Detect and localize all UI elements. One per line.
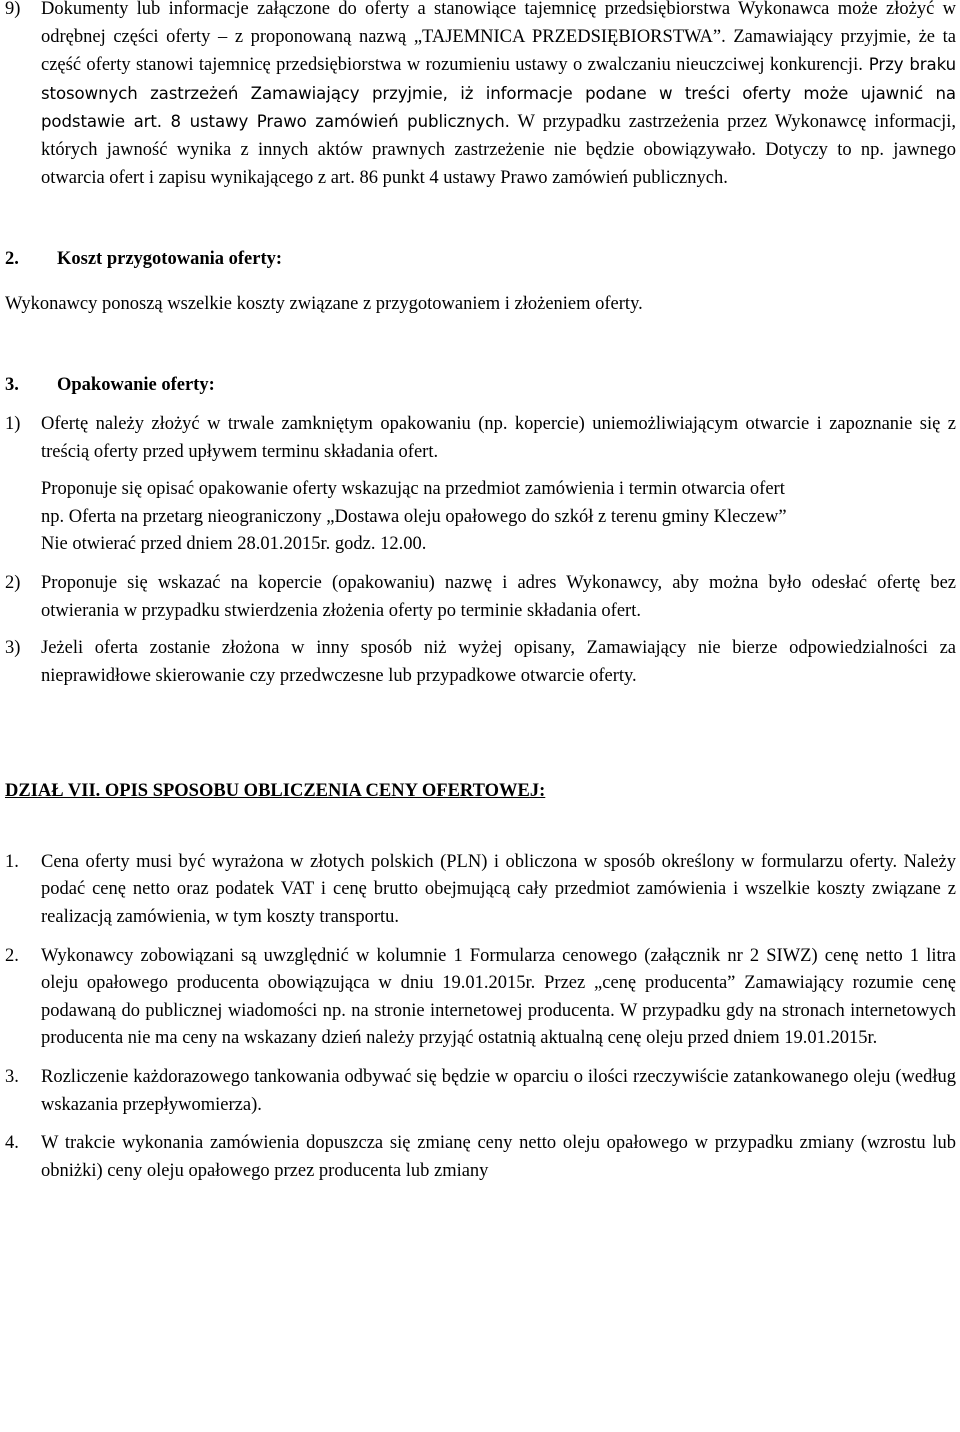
paragraph: Proponuje się opisać opakowanie oferty wskazując na przedmiot zamówienia i termin otwarcia ofert: [41, 479, 785, 500]
item-text: Proponuje się wskazać na kopercie (opakowaniu) nazwę i adres Wykonawcy, aby można było odesłać ofertę bez otwierania w przypadku stwierdzenia złożenia oferty po terminie składania ofert.: [41, 572, 956, 621]
item-text: Jeżeli oferta zostanie złożona w inny sposób niż wyżej opisany, Zamawiający nie bierze odpowiedzialności za nieprawidłowe skierowanie czy przedwczesne lub przypadkowe otwarcie oferty.: [41, 638, 956, 686]
section-number: 3.: [5, 375, 19, 396]
list-item-3: [5, 1064, 956, 1119]
section-title: Opakowanie oferty:: [57, 375, 215, 396]
item-number: 2.: [5, 945, 19, 966]
list-item-2: [5, 570, 956, 625]
item-text-sans: Przy braku stosownych zastrzeżeń Zamawiający przyjmie, iż informacje podane w treści oferty może ujawnić na podstawie art. 8 ustawy Prawo zamówień publicznych.: [41, 55, 956, 132]
section-heading-2: [5, 246, 956, 274]
section-heading-3: [5, 372, 956, 400]
item-number: 4.: [5, 1133, 19, 1154]
list-item-9: [5, 0, 956, 192]
item-text: W trakcie wykonania zamówienia dopuszcza się zmianę ceny netto oleju opałowego w przypadku zmiany (wzrostu lub obniżki) ceny oleju opałowego przez producenta lub zmiany: [41, 1133, 956, 1181]
list-item-1: [5, 849, 956, 932]
item-text-continued: W przypadku zastrzeżenia przez Wykonawcę informacji, których jawność wynika z innych aktów prawnych zastrzeżenie nie będzie obowiązywało. Dotyczy to np. jawnego otwarcia ofert i zapisu wynikającego z art. 86 punkt 4 ustawy Prawo zamówień publicznych.: [41, 112, 956, 188]
item-text: Wykonawcy zobowiązani są uwzględnić w kolumnie 1 Formularza cenowego (załącznik nr 2 SIWZ) cenę netto 1 litra oleju opałowego producenta obowiązująca w dniu 19.01.2015r. Przez „cenę producenta” Zamawiający rozumie cenę podawaną do publicznej wiadomości np. na stronie internetowej producenta. W przypadku gdy na stronach internetowych producenta nie ma ceny na wskazany dzień należy przyjąć ostatnią aktualną cenę oleju przed dniem 19.01.2015r.: [41, 945, 956, 1049]
list-item-2: [5, 943, 956, 1053]
paragraph: np. Oferta na przetarg nieograniczony „Dostawa oleju opałowego do szkół z terenu gminy Kleczew”: [41, 506, 787, 527]
item-number: 1.: [5, 851, 19, 872]
chapter-title: DZIAŁ VII. OPIS SPOSOBU OBLICZENIA CENY OFERTOWEJ:: [5, 781, 546, 802]
section-number: 2.: [5, 249, 19, 270]
item-text: Dokumenty lub informacje załączone do oferty a stanowiące tajemnicę przedsiębiorstwa Wykonawca może złożyć w odrębnej części oferty – z proponowaną nazwą „TAJEMNICA PRZEDSIĘBIORSTWA”. Zamawiający przyjmie, że ta część oferty stanowi tajemnicę przedsiębiorstwa w rozumieniu ustawy o zwalczaniu nieuczciwej konkurencji.: [41, 0, 956, 76]
item-number: 1): [5, 413, 21, 434]
document-page: [5, 0, 956, 1185]
item-number: 3): [5, 638, 21, 659]
paragraph: Nie otwierać przed dniem 28.01.2015r. godz. 12.00.: [41, 534, 427, 555]
item-number: 9): [5, 0, 21, 19]
item-text: Cena oferty musi być wyrażona w złotych polskich (PLN) i obliczona w sposób określony w formularzu oferty. Należy podać cenę netto oraz podatek VAT i cenę brutto obejmującą cały przedmiot zamówienia i wszelkie koszty związane z realizacją zamówienia, w tym koszty transportu.: [41, 851, 956, 928]
item-number: 2): [5, 572, 21, 593]
list-item-3: [5, 635, 956, 690]
paragraph: Wykonawcy ponoszą wszelkie koszty związane z przygotowaniem i złożeniem oferty.: [5, 293, 643, 314]
item-text: Rozliczenie każdorazowego tankowania odbywać się będzie w oparciu o ilości rzeczywiście zatankowanego oleju (według wskazania przepływomierza).: [41, 1067, 956, 1115]
list-item-1: [5, 411, 956, 466]
list-item-4: [5, 1130, 956, 1185]
item-number: 3.: [5, 1067, 19, 1088]
section-title: Koszt przygotowania oferty:: [57, 249, 283, 270]
item-text: Ofertę należy złożyć w trwale zamkniętym opakowaniu (np. kopercie) uniemożliwiającym otwarcie i zapoznanie się z treścią oferty przed upływem terminu składania ofert.: [41, 413, 956, 462]
